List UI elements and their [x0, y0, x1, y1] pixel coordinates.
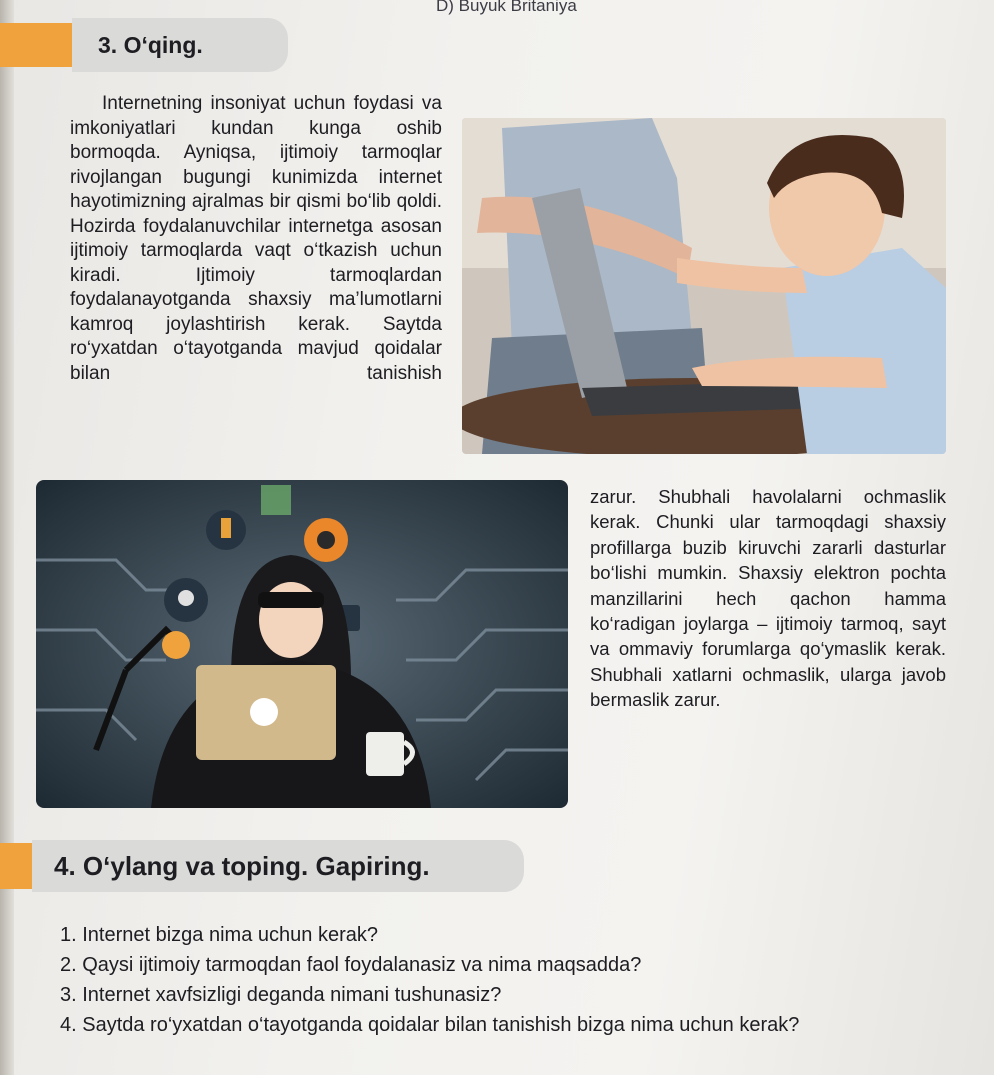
photo-hacker-illustration — [36, 480, 568, 808]
section-3-header — [0, 18, 288, 72]
reading-paragraph-2: zarur. Shubhali havolalarni ochmaslik kerak. Chunki ular tarmoqdagi shaxsiy profillarga buzib kiruvchi zararli dasturlar bo‘lishi mumkin. Shaxsiy elektron pochta manzillarini hech qachon hamma ko‘radigan joylarga – ijtimoiy tarmoq, sayt va ommaviy forumlarga qo‘ymaslik kerak. Shubhali xatlarni ochmaslik, ularga javob bermaslik zarur. — [590, 486, 946, 711]
boy-laptop-illustration — [462, 118, 946, 454]
reading-paragraph-1: Internetning insoniyat uchun foydasi va imkoniyatlari kundan kunga oshib bormoqda. Ayniqsa, ijtimoiy tarmoqlar rivojlangan bugungi kunimizda internet hayotimizning ajralmas bir qismi bo‘lib qoldi. Hozirda foydalanuvchilar internetga asosan ijtimoiy tarmoqlarda vaqt o‘tkazish uchun kiradi. Ijtimoiy tarmoqlardan foydalanayotganda shaxsiy ma’lumotlarni kamroq joylashtirish kerak. Saytda ro‘yxatdan o‘tayotganda mavjud qoidalar bilan tanishish — [70, 93, 442, 384]
section-3-marker — [0, 23, 72, 67]
section-4-title: 4. O‘ylang va toping. Gapiring. — [32, 840, 524, 892]
hacker-cyber-illustration — [36, 480, 568, 808]
question-1: 1. Internet bizga nima uchun kerak? — [60, 924, 378, 946]
section-3-title: 3. O‘qing. — [72, 18, 288, 72]
discussion-questions — [60, 920, 799, 1040]
question-3: 3. Internet xavfsizligi deganda nimani tushunasiz? — [60, 984, 502, 1006]
photo-boy-laptop — [462, 118, 946, 454]
question-4: 4. Saytda ro‘yxatdan o‘tayotganda qoidalar bilan tanishish bizga nima uchun kerak? — [60, 1014, 800, 1036]
section-4-header — [0, 840, 524, 892]
question-2: 2. Qaysi ijtimoiy tarmoqdan faol foydalanasiz va nima maqsadda? — [60, 954, 642, 976]
answer-option-d: D) Buyuk Britaniya — [436, 0, 577, 15]
page-binding-edge — [0, 0, 14, 1075]
section-4-marker — [0, 843, 32, 889]
